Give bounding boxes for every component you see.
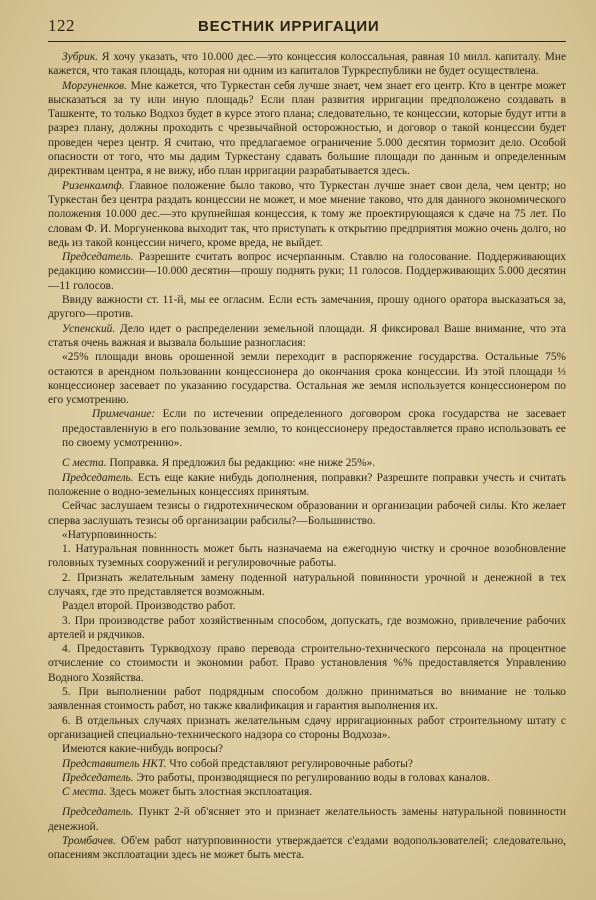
paragraph-text: 4. Предоставить Туркводхозу право перевода строительно-технического персонала на процентное отчисление со стоимости и экономии работ. Право установления %% предоставляется Управлению Водного Хозяйства. bbox=[48, 643, 566, 684]
speaker-name: Успенский. bbox=[62, 322, 116, 335]
note-label: Примечание: bbox=[92, 408, 156, 421]
page-header bbox=[48, 16, 566, 42]
paragraph-text: «Натурповинность: bbox=[62, 528, 157, 541]
paragraph-text: Мне кажется, что Туркестан себя лучше знает, чем знает его центр. Кто в центре может высказаться за ту или иную площадь? Если план развития ирригации предположено создавать в Ташкенте, то только Водхоз будет в курсе этого плана; следовательно, те концессии, которые будут итти в разрез плану, должны проходить с чрезвычайной осторожностью, и договор о такой концессии будет проведен через центр. Я считаю, что предлагаемое ограничение 5.000 десятин тормозит дело. Особой опасности от того, что мы дадим Туркестану сдавать большие площади по данным и определенным директивам центра, я не вижу, ибо план ирригации разрабатывается здесь. bbox=[48, 79, 566, 178]
paragraph-text: 2. Признать желательным замену поденной натуральной повинности урочной и денежной в тех случаях, где это представляется возможным. bbox=[48, 571, 566, 598]
paragraph bbox=[48, 179, 566, 250]
speaker-name: Представитель НКТ. bbox=[62, 757, 167, 770]
speaker-name: Моргуненков. bbox=[62, 79, 127, 92]
list-item bbox=[48, 542, 566, 571]
paragraph-text: 3. При производстве работ хозяйственным способом, допускать, где возможно, привлечение рабочих артелей и рядчиков. bbox=[48, 614, 566, 641]
paragraph bbox=[48, 471, 566, 500]
note-paragraph bbox=[62, 407, 566, 450]
paragraph-text: Главное положение было таково, что Туркестан лучше знает свои дела, чем центр; но Туркестан без центра раздать концессии не может, и мое мнение таково, что для данного экономического положения 10.000 дес.—это крупнейшая концессия, к тому же проектирующаяся к сдаче на 75 лет. По словам Ф. И. Моргуненкова выходит так, что приступать к открытию предприятия можно очень долго, но ведь из такой концессии ничего, кроме вреда, не выйдет. bbox=[48, 179, 566, 249]
page-number: 122 bbox=[48, 16, 75, 35]
speaker-name: Председатель. bbox=[62, 806, 134, 819]
speaker-name: С места. bbox=[62, 457, 107, 470]
paragraph-text: Это работы, производящиеся по регулированию воды в головах каналов. bbox=[133, 771, 490, 784]
paragraph bbox=[48, 322, 566, 351]
list-item bbox=[48, 614, 566, 643]
paragraph bbox=[48, 834, 566, 863]
paragraph bbox=[48, 757, 566, 771]
paragraph bbox=[48, 293, 566, 322]
paragraph-text: Поправка. Я предложил бы редакцию: «не ниже 25%». bbox=[106, 457, 376, 470]
document-body bbox=[48, 50, 566, 863]
paragraph-text: Есть еще какие нибудь дополнения, поправки? Разрешите поправки учесть и считать положение о водно-земельных концессиях принятым. bbox=[48, 471, 566, 498]
paragraph-text: 1. Натуральная повинность может быть назначаема на ежегодную чистку и срочное возобновление головных туземных сооружений и регулировочные работы. bbox=[48, 543, 566, 570]
list-item bbox=[48, 571, 566, 600]
paragraph-text: 6. В отдельных случаях признать желательным сдачу ирригационных работ строительному штату с организацией специально-технического надзора со стороны Водхоза». bbox=[48, 714, 566, 741]
paragraph bbox=[48, 79, 566, 179]
paragraph-text: Имеются какие-нибудь вопросы? bbox=[62, 743, 223, 756]
paragraph-text: Пункт 2-й об'ясняет это и признает желательность замены натуральной повинности денежной. bbox=[48, 806, 566, 833]
paragraph bbox=[48, 528, 566, 542]
speaker-name: Председатель. bbox=[62, 771, 134, 784]
paragraph bbox=[48, 499, 566, 528]
section-heading bbox=[48, 599, 566, 613]
paragraph-text: Разрешите считать вопрос исчерпанным. Ставлю на голосование. Поддерживающих редакцию комиссии—10.000 десятин—прошу поднять руки; 11 голосов. Поддерживающих 5.000 десятин—11 голосов. bbox=[48, 251, 566, 292]
paragraph-text: Если по истечении определенного договором срока государства не засевает предоставленную в его пользование землю, то концессионеру предоставляется право использовать ее по своему усмотрению». bbox=[62, 408, 566, 450]
paragraph bbox=[48, 50, 566, 79]
speaker-name: Председатель. bbox=[62, 251, 134, 264]
paragraph bbox=[48, 785, 566, 799]
paragraph-text: Об'ем работ натурповинности утверждается с'ездами водопользователей; следовательно, опасениям эксплоатации здесь не может быть места. bbox=[48, 835, 566, 862]
speaker-name: Ризенкампф. bbox=[62, 179, 125, 192]
speaker-name: Председатель. bbox=[62, 471, 134, 484]
paragraph bbox=[48, 742, 566, 756]
speaker-name: Зубрик. bbox=[62, 51, 98, 63]
paragraph-text: Сейчас заслушаем тезисы о гидротехническом образовании и организации рабочей силы. Кто желает сперва заслушать тезисы об организации рабсилы?—Большинство. bbox=[48, 500, 566, 527]
paragraph-text: Здесь может быть злостная эксплоатация. bbox=[106, 786, 313, 799]
paragraph bbox=[48, 805, 566, 834]
paragraph-text: Дело идет о распределении земельной площади. Я фиксировал Ваше внимание, что эта статья очень важная и вызвала большие разногласия: bbox=[48, 322, 566, 349]
paragraph-text: Ввиду важности ст. 11-й, мы ее огласим. Если есть замечания, прошу одного оратора высказаться за, другого—против. bbox=[48, 294, 566, 321]
paragraph-text: Раздел второй. Производство работ. bbox=[62, 600, 236, 613]
paragraph bbox=[48, 456, 566, 470]
paragraph bbox=[48, 771, 566, 785]
list-item bbox=[48, 642, 566, 685]
list-item bbox=[48, 714, 566, 743]
speaker-name: Тромбачев. bbox=[62, 835, 116, 848]
paragraph bbox=[48, 250, 566, 293]
paragraph bbox=[48, 350, 566, 407]
journal-title: ВЕСТНИК ИРРИГАЦИИ bbox=[198, 18, 380, 35]
paragraph-text: 5. При выполнении работ подрядным способом должно приниматься во внимание не только заявленная стоимость работ, но также квалификация и гарантия выполнения их. bbox=[48, 686, 566, 713]
paragraph-text: Я хочу указать, что 10.000 дес.—это концессия колоссальная, равная 10 милл. капиталу. Мне кажется, что такая площадь, которая ни одним из капиталов Туркреспублики не будет осуществлена. bbox=[48, 51, 566, 78]
speaker-name: С места. bbox=[62, 786, 107, 799]
paragraph-text: Что собой представляют регулировочные работы? bbox=[166, 757, 413, 770]
list-item bbox=[48, 685, 566, 714]
paragraph-text: «25% площади вновь орошенной земли переходит в распоряжение государства. Остальные 75% остаются в арендном пользовании концессионера до окончания срока концессии. Из этой площади ⅓ концессионер засевает по указанию государства. Остальная же земля используется концессионером по его усмотрению. bbox=[48, 351, 566, 407]
